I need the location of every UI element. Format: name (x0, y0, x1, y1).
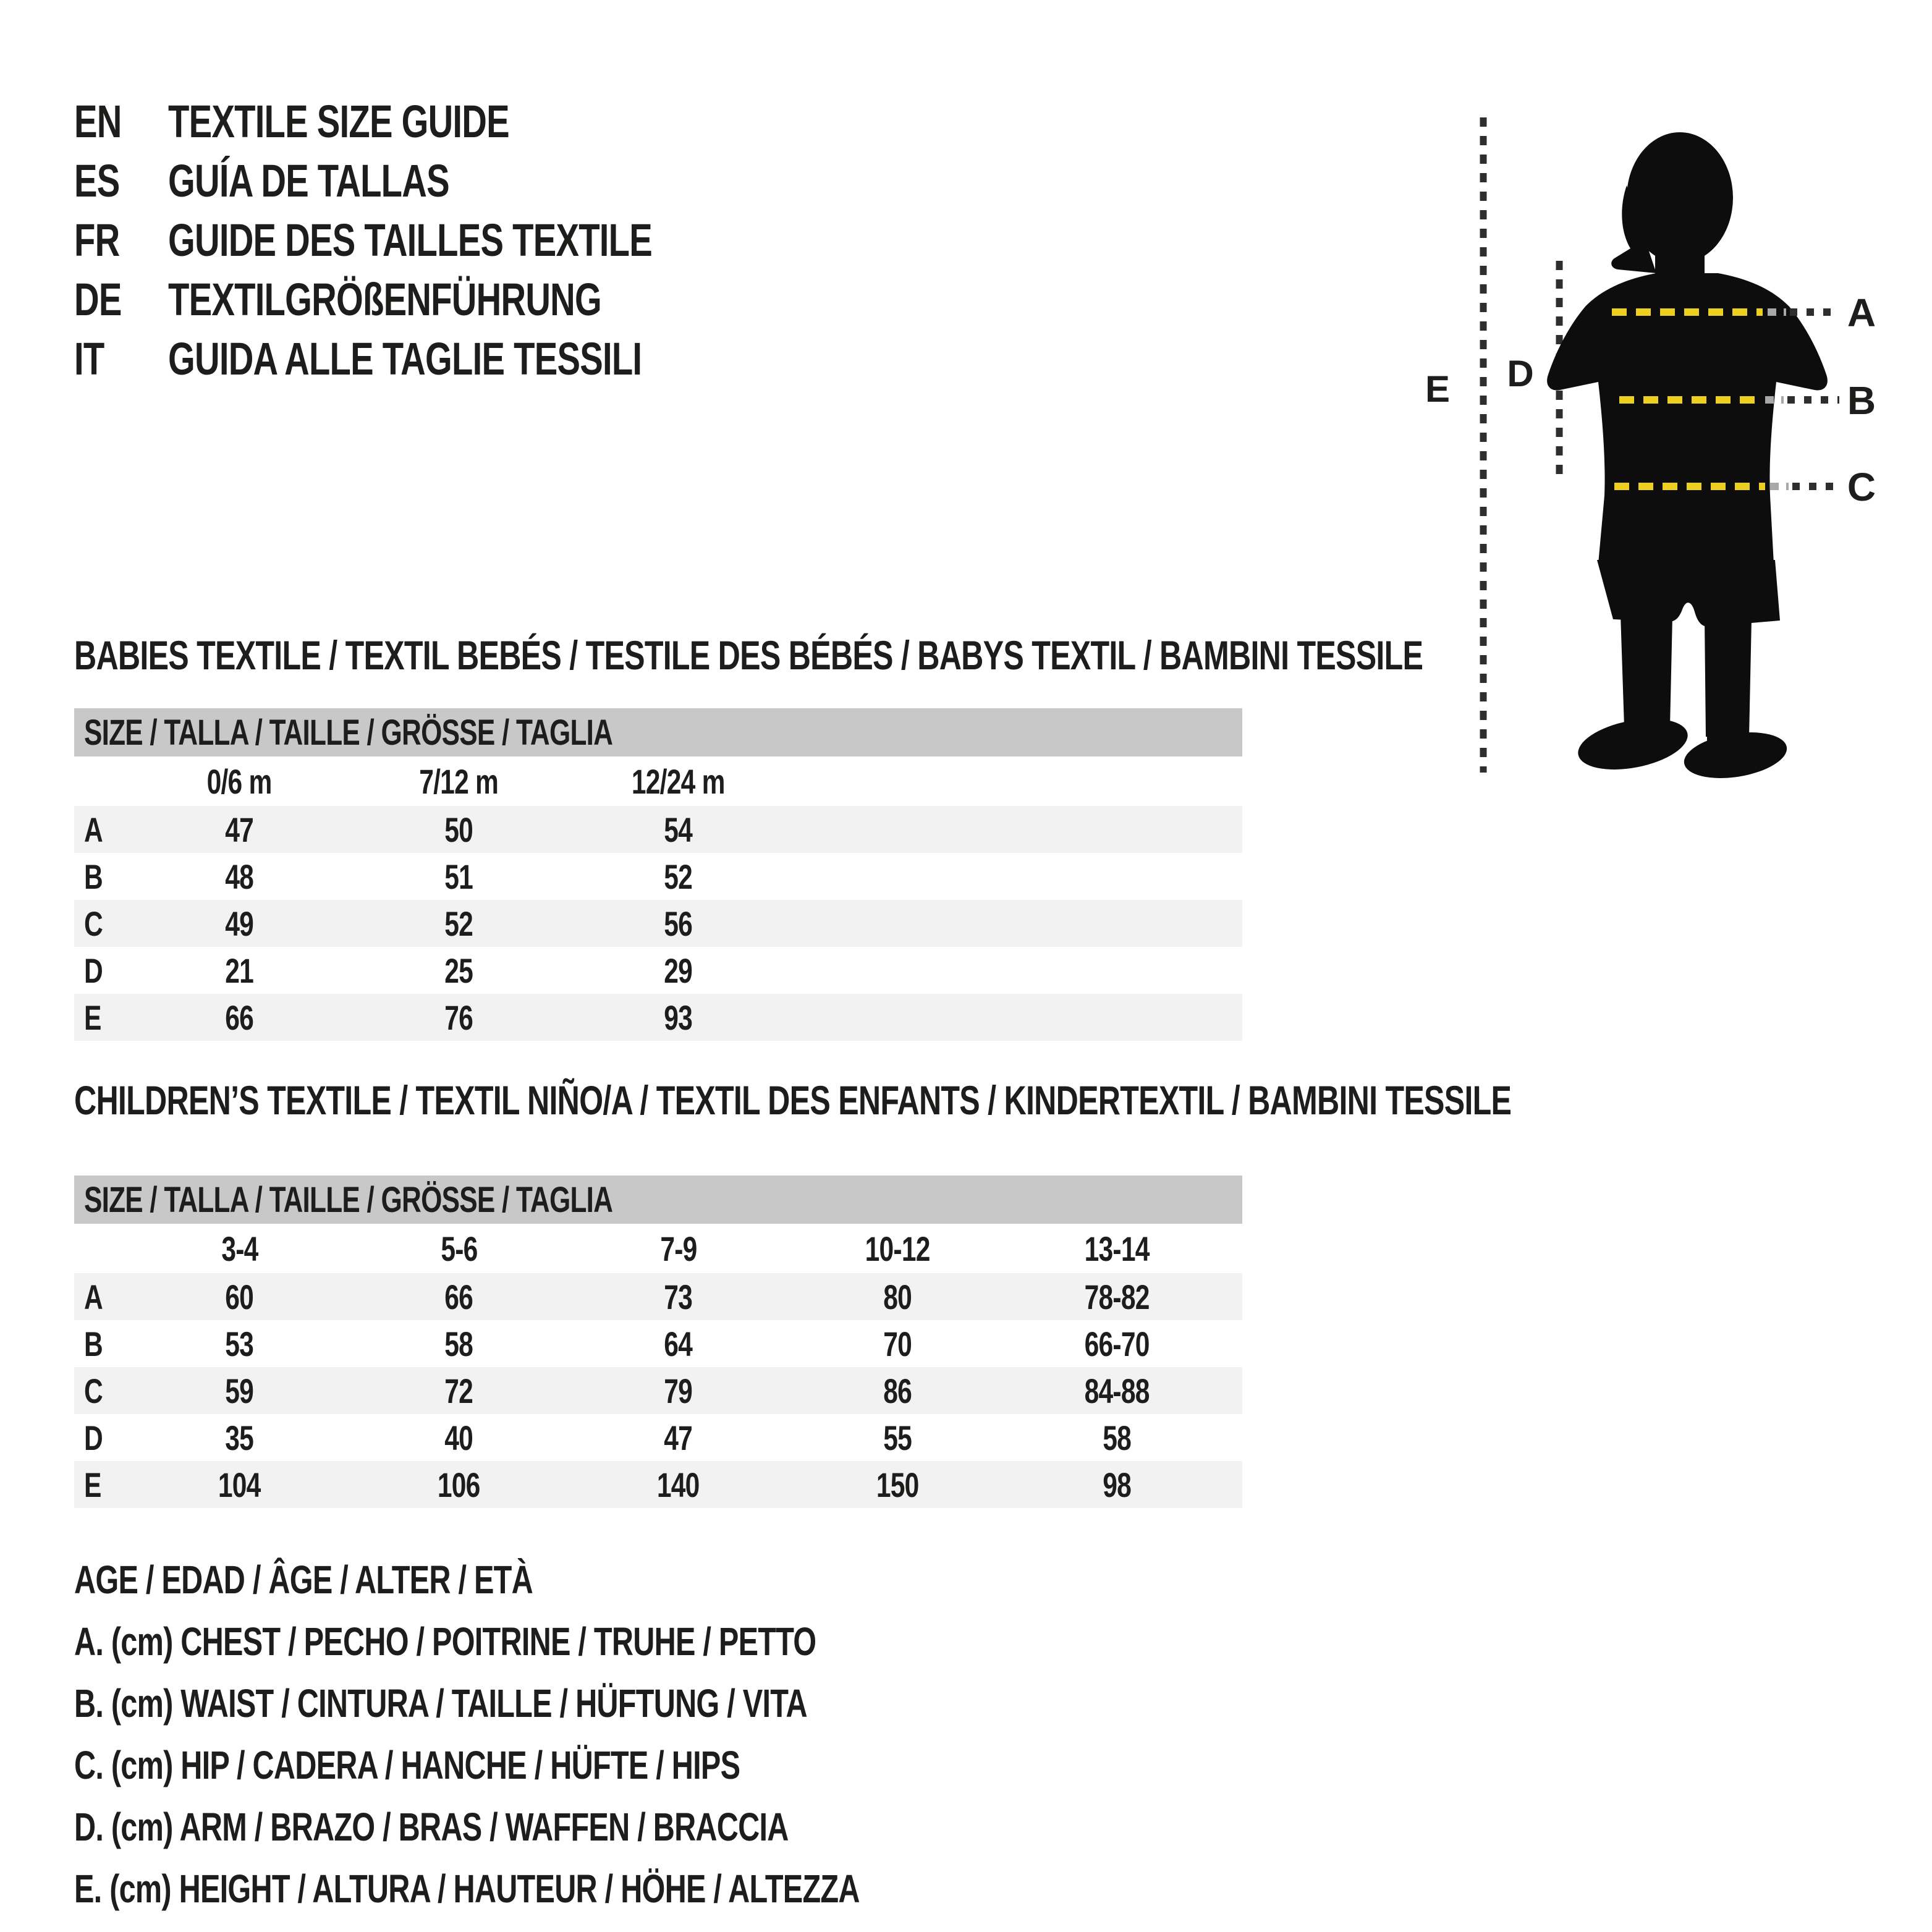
cell-value: 47 (664, 1418, 693, 1457)
column-header: 7/12 m (419, 761, 499, 801)
cell-value: 86 (883, 1371, 912, 1410)
child-silhouette-figure (1397, 93, 1932, 791)
legend-line: B. (cm) WAIST / CINTURA / TAILLE / HÜFTUNG / VITA (74, 1681, 807, 1726)
language-code: EN (74, 95, 122, 147)
row-label: B (84, 1324, 103, 1363)
legend-line: AGE / EDAD / ÂGE / ALTER / ETÀ (74, 1557, 533, 1602)
column-header: 10-12 (865, 1229, 931, 1268)
table-row (74, 853, 1242, 900)
column-header: 7-9 (659, 1229, 697, 1268)
table-row (74, 994, 1242, 1041)
measure-label-b: B (1847, 378, 1876, 423)
cell-value: 29 (664, 951, 693, 990)
legend-line: D. (cm) ARM / BRAZO / BRAS / WAFFEN / BRACCIA (74, 1805, 789, 1849)
babies-size-table (74, 708, 1242, 1041)
cell-value: 55 (883, 1418, 912, 1457)
cell-value: 48 (225, 857, 254, 896)
row-label: E (84, 1465, 101, 1504)
table-row (74, 1320, 1242, 1367)
cell-value: 78-82 (1084, 1277, 1150, 1316)
cell-value: 66-70 (1084, 1324, 1150, 1363)
cell-value: 52 (664, 857, 693, 896)
table-row (74, 1367, 1242, 1414)
cell-value: 64 (664, 1324, 693, 1363)
guide-title: TEXTILE SIZE GUIDE (168, 95, 509, 147)
cell-value: 40 (444, 1418, 473, 1457)
table-row (74, 1461, 1242, 1508)
row-label: B (84, 857, 103, 896)
child-silhouette-icon (1547, 132, 1828, 785)
legend-line: A. (cm) CHEST / PECHO / POITRINE / TRUHE / PETTO (74, 1619, 816, 1664)
cell-value: 66 (225, 998, 254, 1037)
column-header: 5-6 (440, 1229, 478, 1268)
cell-value: 21 (225, 951, 254, 990)
children-size-table (74, 1176, 1242, 1508)
cell-value: 54 (664, 810, 693, 849)
measure-label-d: D (1507, 353, 1534, 394)
language-code: ES (74, 155, 120, 206)
column-header: 3-4 (221, 1229, 258, 1268)
cell-value: 59 (225, 1371, 254, 1410)
cell-value: 47 (225, 810, 254, 849)
measure-label-c: C (1847, 465, 1876, 509)
cell-value: 58 (444, 1324, 473, 1363)
cell-value: 104 (218, 1465, 261, 1504)
table-row (74, 1414, 1242, 1461)
row-label: D (84, 1418, 103, 1457)
guide-title: GUÍA DE TALLAS (168, 155, 449, 206)
column-header: 13-14 (1084, 1229, 1150, 1268)
cell-value: 52 (444, 904, 473, 943)
language-title-list (74, 91, 805, 388)
cell-value: 49 (225, 904, 254, 943)
list-item (74, 210, 805, 269)
cell-value: 150 (876, 1465, 919, 1504)
cell-value: 84-88 (1084, 1371, 1150, 1410)
cell-value: 80 (883, 1277, 912, 1316)
table-size-header: SIZE / TALLA / TAILLE / GRÖSSE / TAGLIA (74, 1176, 1242, 1224)
row-label: C (84, 1371, 103, 1410)
language-code: FR (74, 214, 120, 266)
cell-value: 51 (444, 857, 473, 896)
row-label: D (84, 951, 103, 990)
children-section-title: CHILDREN’S TEXTILE / TEXTIL NIÑO/A / TEXTIL DES ENFANTS / KINDERTEXTIL / BAMBINI TESSILE (74, 1077, 1512, 1123)
cell-value: 53 (225, 1324, 254, 1363)
cell-value: 98 (1103, 1465, 1132, 1504)
cell-value: 79 (664, 1371, 693, 1410)
cell-value: 106 (438, 1465, 480, 1504)
guide-title: GUIDE DES TAILLES TEXTILE (168, 214, 653, 266)
measure-label-a: A (1847, 290, 1876, 335)
measure-label-e: E (1425, 368, 1451, 410)
row-label: A (84, 1277, 103, 1316)
cell-value: 70 (883, 1324, 912, 1363)
guide-title: GUIDA ALLE TAGLIE TESSILI (168, 333, 642, 384)
table-column-headers (74, 1224, 1242, 1273)
table-row (74, 900, 1242, 947)
cell-value: 25 (444, 951, 473, 990)
list-item (74, 151, 805, 210)
table-row (74, 806, 1242, 853)
cell-value: 72 (444, 1371, 473, 1410)
cell-value: 56 (664, 904, 693, 943)
cell-value: 73 (664, 1277, 693, 1316)
guide-title: TEXTILGRÖßENFÜHRUNG (168, 273, 602, 325)
measurement-legend (74, 1549, 1108, 1920)
row-label: A (84, 810, 103, 849)
table-column-headers (74, 756, 1242, 806)
row-label: E (84, 998, 101, 1037)
cell-value: 60 (225, 1277, 254, 1316)
cell-value: 93 (664, 998, 693, 1037)
column-header: 0/6 m (206, 761, 273, 801)
table-size-header: SIZE / TALLA / TAILLE / GRÖSSE / TAGLIA (74, 708, 1242, 756)
cell-value: 58 (1103, 1418, 1132, 1457)
cell-value: 35 (225, 1418, 254, 1457)
cell-value: 66 (444, 1277, 473, 1316)
language-code: DE (74, 273, 122, 325)
cell-value: 76 (444, 998, 473, 1037)
babies-section-title: BABIES TEXTILE / TEXTIL BEBÉS / TESTILE DES BÉBÉS / BABYS TEXTIL / BAMBINI TESSILE (74, 632, 1423, 678)
row-label: C (84, 904, 103, 943)
language-code: IT (74, 333, 104, 384)
table-row (74, 947, 1242, 994)
legend-line: E. (cm) HEIGHT / ALTURA / HAUTEUR / HÖHE / ALTEZZA (74, 1866, 860, 1911)
column-header: 12/24 m (632, 761, 725, 801)
cell-value: 50 (444, 810, 473, 849)
list-item (74, 269, 805, 329)
cell-value: 140 (657, 1465, 700, 1504)
list-item (74, 329, 805, 388)
list-item (74, 91, 805, 151)
table-row (74, 1273, 1242, 1320)
legend-line: C. (cm) HIP / CADERA / HANCHE / HÜFTE / HIPS (74, 1743, 740, 1787)
